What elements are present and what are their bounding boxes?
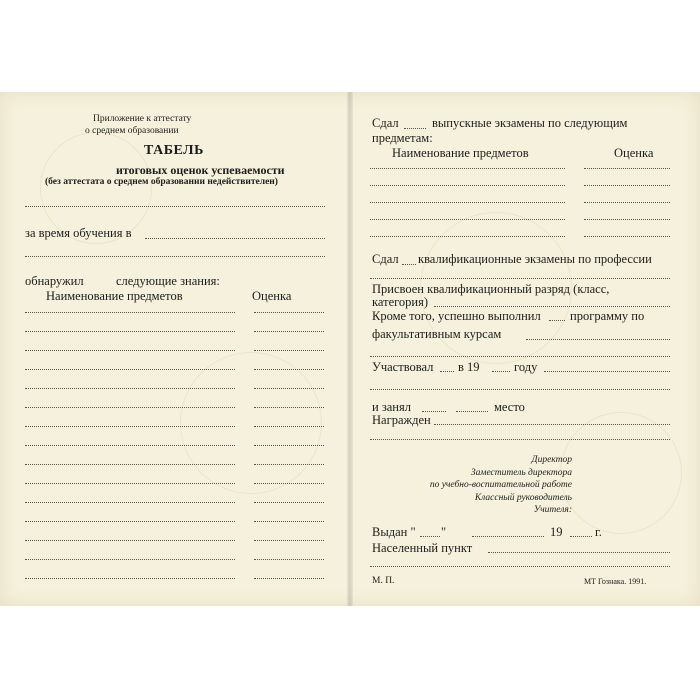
grade-line [254,350,324,351]
subject-line [25,388,235,389]
passed-label: Сдал [372,116,399,130]
took-label: и занял [372,400,411,414]
printer-mark: МТ Гознака. 1991. [584,577,647,586]
grade-line [254,559,324,560]
subject-line [25,369,235,370]
subject-line [25,331,235,332]
participated-label: Участвовал [372,360,434,374]
blank-line [25,206,325,207]
class-teacher-label: Классный руководитель [474,493,572,503]
exam-grade-line [584,202,670,203]
year-suffix: г. [595,525,602,539]
grade-line [254,407,324,408]
subject-line [25,350,235,351]
program-label: программу по [570,309,645,323]
exam-subject-line [370,185,565,186]
blank-line [456,411,488,412]
year-label: году [514,360,538,374]
left-page [0,92,348,606]
subject-line [25,559,235,560]
exam-subject-line [370,236,565,237]
blank-line [544,371,670,372]
blank-line [549,320,565,321]
teachers-label: Учителя: [533,505,572,515]
deputy-line1: Заместитель директора [470,468,572,478]
elective-label: факультативным курсам [372,327,502,341]
page-subtitle: итоговых оценок успеваемости [116,163,285,177]
grade-line [254,483,324,484]
blank-line [25,256,325,257]
issued-label: Выдан " [372,525,416,539]
blank-line [526,339,670,340]
blank-line [422,411,446,412]
grade-line [254,502,324,503]
blank-line [440,371,454,372]
blank-line [402,264,416,265]
grade-line [254,521,324,522]
subject-line [25,521,235,522]
exam-grade-line [584,236,670,237]
column-header-subject: Наименование предметов [46,289,183,303]
subject-line [25,540,235,541]
exam-subject-line [370,219,565,220]
blank-line [472,536,544,537]
exam-subject-line [370,202,565,203]
director-label: Директор [531,455,572,465]
blank-line [420,536,440,537]
appendix-line1: Приложение к аттестату [93,114,192,124]
right-page [352,92,700,606]
subject-line [25,502,235,503]
blank-line [570,536,592,537]
found-label: обнаружил [25,274,84,288]
blank-line [370,356,670,357]
exam-grade-line [584,168,670,169]
grade-line [254,388,324,389]
subject-line [25,312,235,313]
settlement-label: Населенный пункт [372,541,473,555]
final-exams-text: выпускные экзамены по следующим [432,116,628,130]
place-label: место [494,400,525,414]
exam-grade-line [584,219,670,220]
exam-column-header-grade: Оценка [614,146,654,160]
grade-line [254,312,324,313]
grade-line [254,464,324,465]
blank-line [370,566,670,567]
blank-line [434,306,670,307]
study-period-label: за время обучения в [25,226,132,240]
blank-line [370,439,670,440]
assigned-line1: Присвоен квалификационный разряд (класс, [372,282,610,296]
subject-line [25,578,235,579]
exam-subject-line [370,168,565,169]
in-year-label: в 19 [458,360,480,374]
validity-note: (без аттестата о среднем образовании недействителен) [45,177,278,187]
blank-line [434,424,670,425]
page-title: ТАБЕЛЬ [144,143,204,158]
blank-line [492,371,510,372]
grade-line [254,426,324,427]
grade-line [254,578,324,579]
grade-line [254,540,324,541]
grade-line [254,331,324,332]
deputy-line2: по учебно-воспитательной работе [429,480,572,490]
awarded-label: Награжден [372,413,431,427]
appendix-line2: о среднем образовании [85,126,179,136]
exam-column-header-subject: Наименование предметов [392,146,529,160]
subject-line [25,407,235,408]
subject-line [25,464,235,465]
exam-grade-line [584,185,670,186]
subject-line [25,483,235,484]
certificate-spread [0,92,700,606]
passed2-label: Сдал [372,252,399,266]
moreover-line: Кроме того, успешно выполнил [372,309,541,323]
stamp-label: М. П. [372,576,395,586]
grade-line [254,369,324,370]
subject-line [25,445,235,446]
blank-line [488,552,670,553]
blank-line [370,278,670,279]
assigned-line2: категория) [372,295,429,309]
subjects-label: предметам: [372,131,433,145]
blank-line [370,389,670,390]
qual-exams-text: квалификационные экзамены по профессии [418,252,652,266]
subject-line [25,426,235,427]
grade-line [254,445,324,446]
column-header-grade: Оценка [252,289,292,303]
blank-line [404,128,426,129]
issued-year: 19 [550,525,563,539]
knowledge-label: следующие знания: [116,274,220,288]
blank-line [145,238,325,239]
issued-quote-close: " [441,525,447,539]
